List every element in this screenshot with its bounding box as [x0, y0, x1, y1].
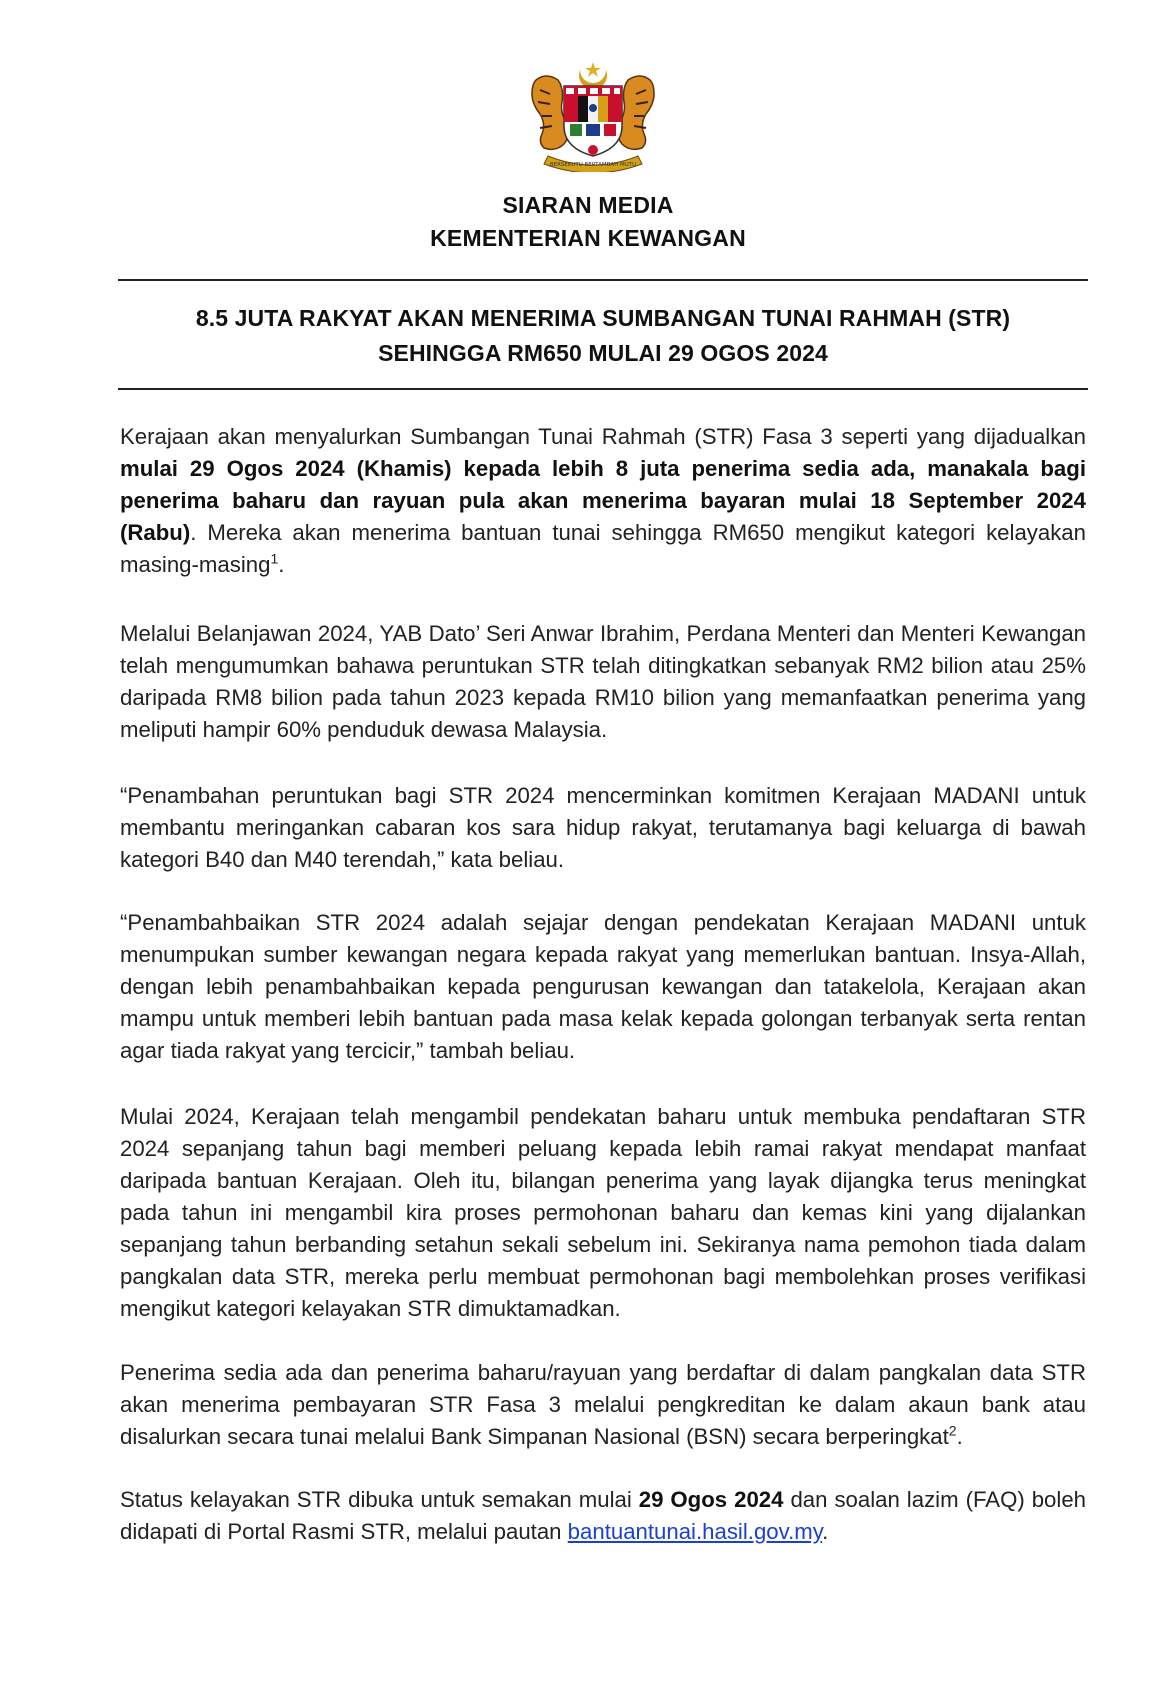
coat-of-arms-icon: [518, 60, 668, 172]
ministry-heading: KEMENTERIAN KEWANGAN: [430, 225, 746, 251]
paragraph-6-text-b: .: [956, 1424, 963, 1449]
paragraph-1-text-c: .: [278, 552, 285, 577]
paragraph-1-text-a: Kerajaan akan menyalurkan Sumbangan Tunai Rahmah (STR) Fasa 3 seperti yang dijadualkan: [120, 424, 1086, 449]
release-type-heading: SIARAN MEDIA: [502, 192, 674, 218]
paragraph-7-text-a: Status kelayakan STR dibuka untuk semakan mulai: [120, 1487, 639, 1512]
footnote-ref-1: 1: [270, 550, 279, 567]
paragraph-5: Mulai 2024, Kerajaan telah mengambil pendekatan baharu untuk membuka pendaftaran STR 2024 sepanjang tahun bagi memberi peluang kepada lebih ramai rakyat mendapat manfaat daripada bantuan Kerajaan. Oleh itu, bilangan penerima yang layak dijangka terus meningkat pada tahun ini mengambil kira proses permohonan baharu dan kemas kini yang dijalankan sepanjang tahun berbanding setahun sekali sebelum ini. Sekiranya nama pemohon tiada dalam pangkalan data STR, mereka perlu membuat permohonan bagi membolehkan proses verifikasi mengikut kategori kelayakan STR dimuktamadkan.: [120, 1104, 1086, 1321]
paragraph-7-text-c: .: [822, 1519, 829, 1544]
paragraph-7-text-b: dan soalan lazim (FAQ) boleh didapati di Portal Rasmi STR, melalui pautan: [120, 1487, 1086, 1544]
divider-bottom: [118, 388, 1088, 390]
paragraph-4: “Penambahbaikan STR 2024 adalah sejajar dengan pendekatan Kerajaan MADANI untuk menumpukan sumber kewangan negara kepada rakyat yang memerlukan bantuan. Insya-Allah, dengan lebih penambahbaikan kepada pengurusan kewangan dan tatakelola, Kerajaan akan mampu untuk memberi lebih bantuan pada masa kelak kepada golongan terbanyak serta rentan agar tiada rakyat yang tercicir,” tambah beliau.: [120, 910, 1086, 1063]
paragraph-6-text-a: Penerima sedia ada dan penerima baharu/rayuan yang berdaftar di dalam pangkalan data STR akan menerima pembayaran STR Fasa 3 melalui pengkreditan ke dalam akaun bank atau disalurkan secara tunai melalui Bank Simpanan Nasional (BSN) secara berperingkat: [120, 1360, 1086, 1449]
crest-motto-text: BERSEKUTU BERTAMBAH MUTU: [549, 162, 637, 168]
paragraph-1: [120, 421, 1086, 581]
paragraph-7-bold-date: 29 Ogos 2024: [638, 1487, 784, 1512]
paragraph-1-text-b: . Mereka akan menerima bantuan tunai sehingga RM650 mengikut kategori kelayakan masing-masing: [120, 520, 1086, 577]
footnote-ref-2: 2: [948, 1422, 957, 1439]
headline-line-1: 8.5 JUTA RAKYAT AKAN MENERIMA SUMBANGAN TUNAI RAHMAH (STR): [195, 305, 1011, 331]
headline-line-2: SEHINGGA RM650 MULAI 29 OGOS 2024: [378, 340, 828, 366]
str-portal-link[interactable]: bantuantunai.hasil.gov.my: [567, 1519, 823, 1544]
paragraph-3: “Penambahan peruntukan bagi STR 2024 mencerminkan komitmen Kerajaan MADANI untuk membantu meringankan cabaran kos sara hidup rakyat, terutamanya bagi keluarga di bawah kategori B40 dan M40 terendah,” kata beliau.: [120, 783, 1086, 872]
paragraph-6: [120, 1357, 1086, 1453]
paragraph-7: [120, 1484, 1086, 1548]
paragraph-1-bold: mulai 29 Ogos 2024 (Khamis) kepada lebih 8 juta penerima sedia ada, manakala bagi penerima baharu dan rayuan pula akan menerima bayaran mulai 18 September 2024 (Rabu): [120, 456, 1086, 545]
paragraph-2: Melalui Belanjawan 2024, YAB Dato’ Seri Anwar Ibrahim, Perdana Menteri dan Menteri Kewangan telah mengumumkan bahawa peruntukan STR telah ditingkatkan sebanyak RM2 bilion atau 25% daripada RM8 bilion pada tahun 2023 kepada RM10 bilion yang memanfaatkan penerima yang meliputi hampir 60% penduduk dewasa Malaysia.: [120, 621, 1086, 742]
divider-top: [118, 279, 1088, 281]
